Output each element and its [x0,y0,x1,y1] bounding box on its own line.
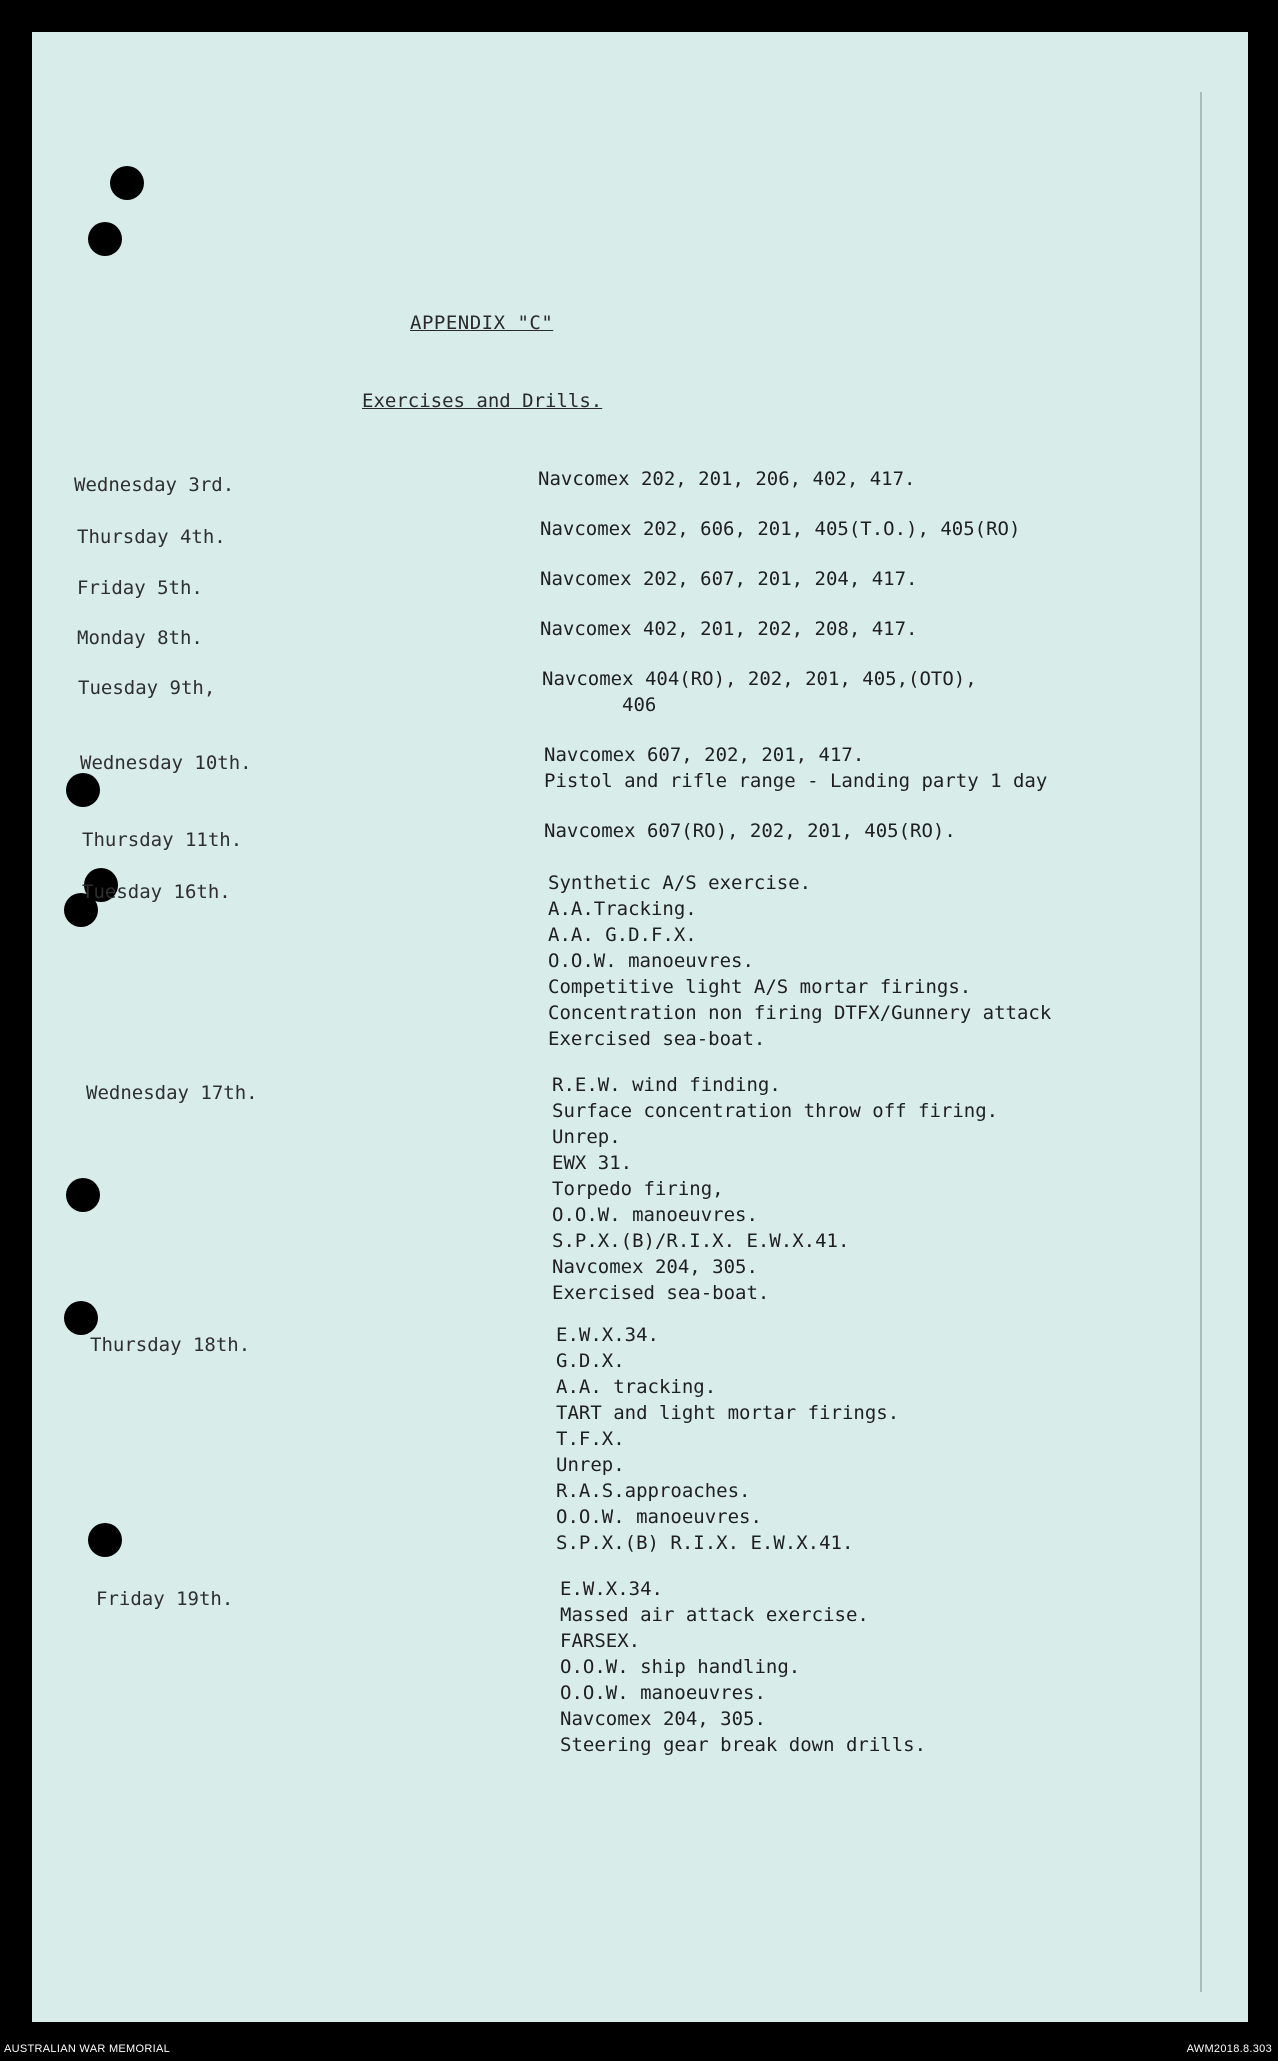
page-fold-line [1200,92,1202,1992]
exercise-line: 406 [622,694,657,716]
exercise-line: Navcomex 204, 305. [560,1708,766,1730]
exercise-line: O.O.W. ship handling. [560,1656,801,1678]
exercise-line: FARSEX. [560,1630,641,1652]
exercise-list [544,818,956,844]
exercise-line: EWX 31. [552,1152,633,1174]
exercise-line: A.A. tracking. [556,1376,717,1398]
exercise-line: Navcomex 202, 201, 206, 402, 417. [538,468,916,490]
document-page [32,32,1248,2022]
footer-right-label: AWM2018.8.303 [1186,2043,1272,2055]
day-label: Wednesday 3rd. [74,474,235,496]
punch-hole-6 [66,1178,100,1212]
exercise-line: O.O.W. manoeuvres. [552,1204,758,1226]
exercise-line: E.W.X.34. [556,1324,659,1346]
exercise-list [552,1072,998,1306]
footer-left-label: AUSTRALIAN WAR MEMORIAL [4,2043,171,2055]
exercise-list [542,666,977,718]
exercise-list [538,466,916,492]
day-label: Tuesday 9th, [78,677,216,699]
day-label: Friday 19th. [96,1588,234,1610]
day-label: Tuesday 16th. [82,881,231,903]
exercise-list [540,516,1020,542]
punch-hole-1 [110,166,144,200]
exercise-line: Navcomex 607, 202, 201, 417. [544,744,865,766]
exercise-list [544,742,1047,794]
exercise-line: Navcomex 607(RO), 202, 201, 405(RO). [544,820,956,842]
exercise-line: Navcomex 202, 606, 201, 405(T.O.), 405(RO) [540,518,1021,540]
exercise-line: G.D.X. [556,1350,625,1372]
day-label: Thursday 11th. [82,829,243,851]
exercise-list [560,1576,926,1758]
exercise-line: TART and light mortar firings. [556,1402,900,1424]
exercise-line: R.A.S.approaches. [556,1480,751,1502]
exercise-line: Navcomex 404(RO), 202, 201, 405,(OTO), [542,668,977,690]
exercise-line: Synthetic A/S exercise. [548,872,812,894]
exercise-line: A.A. G.D.F.X. [548,924,697,946]
exercise-line: Steering gear break down drills. [560,1734,927,1756]
exercise-line: Navcomex 202, 607, 201, 204, 417. [540,568,918,590]
exercise-line: Torpedo firing, [552,1178,724,1200]
exercise-line: Unrep. [556,1454,625,1476]
exercise-line: Exercised sea-boat. [552,1282,770,1304]
exercise-line: Navcomex 204, 305. [552,1256,758,1278]
document-subtitle: Exercises and Drills. [362,390,603,412]
exercise-line: O.O.W. manoeuvres. [560,1682,766,1704]
exercise-line: O.O.W. manoeuvres. [556,1506,762,1528]
exercise-line: Competitive light A/S mortar firings. [548,976,972,998]
day-label: Wednesday 10th. [80,752,252,774]
exercise-line: A.A.Tracking. [548,898,697,920]
exercise-line: Surface concentration throw off firing. [552,1100,999,1122]
document-title: APPENDIX "C" [410,312,554,334]
day-label: Thursday 18th. [90,1334,251,1356]
day-label: Thursday 4th. [77,526,226,548]
exercise-line: Exercised sea-boat. [548,1028,766,1050]
exercise-line: S.P.X.(B) R.I.X. E.W.X.41. [556,1532,854,1554]
exercise-line: Unrep. [552,1126,621,1148]
exercise-line: T.F.X. [556,1428,625,1450]
punch-hole-2 [88,222,122,256]
exercise-list [548,870,1051,1052]
exercise-line: O.O.W. manoeuvres. [548,950,754,972]
exercise-list [540,616,918,642]
exercise-line: Navcomex 402, 201, 202, 208, 417. [540,618,918,640]
punch-hole-7 [64,1301,98,1335]
punch-hole-3 [66,773,100,807]
exercise-line: Pistol and rifle range - Landing party 1 day [544,770,1048,792]
exercise-list [556,1322,899,1556]
exercise-list [540,566,918,592]
exercise-line: Concentration non firing DTFX/Gunnery attack [548,1002,1052,1024]
exercise-line: S.P.X.(B)/R.I.X. E.W.X.41. [552,1230,850,1252]
day-label: Monday 8th. [77,627,203,649]
exercise-line: E.W.X.34. [560,1578,663,1600]
exercise-line: Massed air attack exercise. [560,1604,869,1626]
day-label: Wednesday 17th. [86,1082,258,1104]
punch-hole-8 [88,1523,122,1557]
day-label: Friday 5th. [77,577,203,599]
exercise-line: R.E.W. wind finding. [552,1074,781,1096]
